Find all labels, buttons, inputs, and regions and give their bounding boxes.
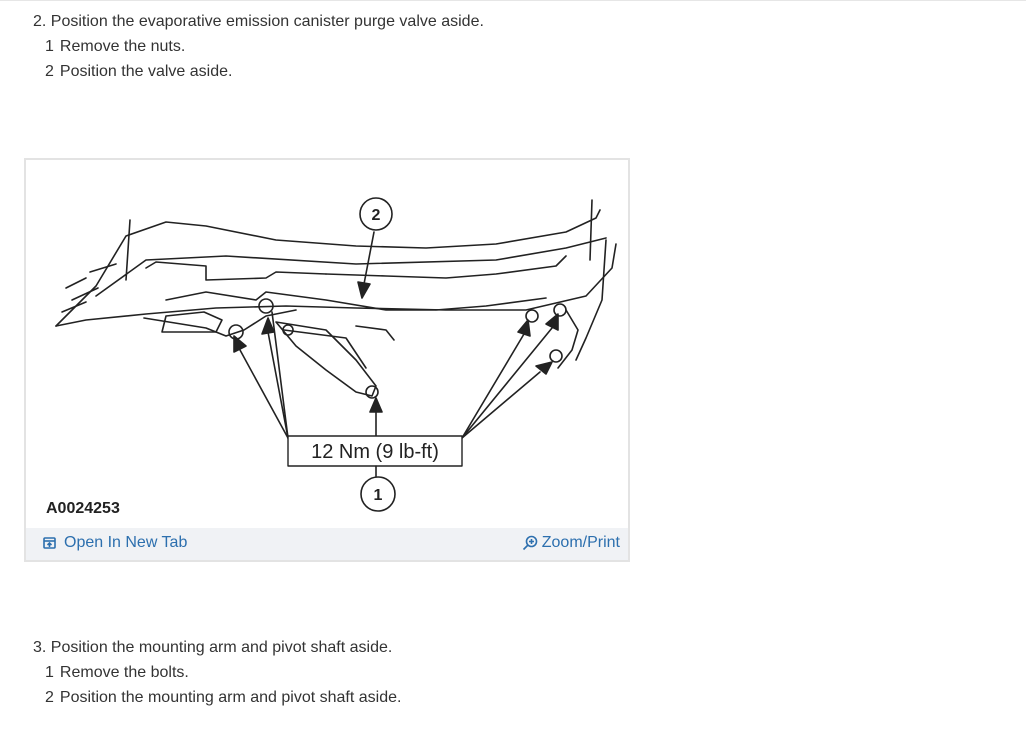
zoom-print-label: Zoom/Print (541, 534, 620, 551)
step-2-substep-1 (33, 37, 484, 57)
figure-footer (26, 528, 628, 560)
step-3-title: 3. Position the mounting arm and pivot shaft aside. (33, 639, 393, 656)
zoom-print-link[interactable] (522, 534, 620, 552)
step-2 (33, 12, 484, 82)
nut-icon (554, 304, 566, 316)
step-3-substep-1 (33, 663, 401, 683)
substep-text: Remove the nuts. (59, 38, 186, 55)
step-3-substep-2 (33, 688, 401, 708)
step-3 (33, 638, 401, 708)
substep-number: 2 (45, 689, 54, 706)
figure-card (24, 158, 630, 562)
step-2-title: 2. Position the evaporative emission canister purge valve aside. (33, 13, 484, 30)
zoom-in-icon (522, 535, 538, 551)
torque-label: 12 Nm (9 lb-ft) (311, 441, 439, 463)
panel-lower-edge (56, 244, 616, 326)
substep-number: 2 (45, 63, 54, 80)
substep-text: Remove the bolts. (59, 664, 189, 681)
panel-outline (56, 210, 600, 326)
callout-2-label: 2 (371, 207, 381, 224)
figure-code: A0024253 (46, 500, 120, 517)
open-new-tab-icon (42, 535, 58, 551)
nut-icon (550, 350, 562, 362)
substep-text: Position the valve aside. (59, 63, 233, 80)
parts-diagram[interactable] (26, 160, 628, 526)
callout-1-label: 1 (373, 487, 383, 504)
substep-text: Position the mounting arm and pivot shaft aside. (59, 689, 402, 706)
open-in-new-tab-label: Open In New Tab (64, 534, 188, 551)
substep-number: 1 (45, 664, 54, 681)
step-2-substep-2 (33, 62, 484, 82)
open-in-new-tab-link[interactable] (42, 534, 187, 552)
panel-inner-line (96, 238, 606, 296)
top-divider (0, 0, 1026, 1)
substep-number: 1 (45, 38, 54, 55)
